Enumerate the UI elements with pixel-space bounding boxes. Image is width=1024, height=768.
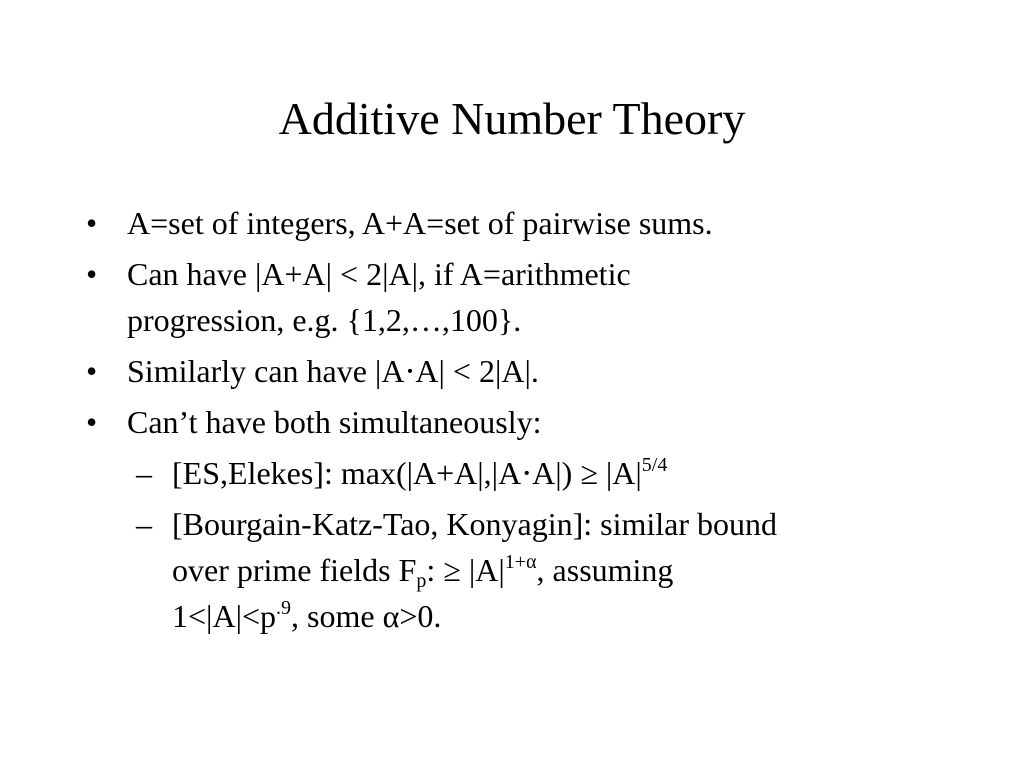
exponent: 5/4 bbox=[641, 454, 668, 476]
bullet-item bbox=[84, 200, 964, 246]
bullet-marker: • bbox=[86, 353, 98, 389]
sub-bullet-text-part: , assuming bbox=[536, 552, 674, 588]
exponent: .9 bbox=[276, 597, 292, 619]
sub-bullet-text-part: over prime fields F bbox=[172, 552, 417, 588]
bullet-text: A=set of integers, A+A=set of pairwise sums. bbox=[127, 205, 713, 241]
subscript: p bbox=[416, 570, 427, 592]
bullet-item bbox=[84, 251, 964, 343]
sub-bullet-text-part: : ≥ |A| bbox=[426, 552, 505, 588]
bullet-text-line: Can have |A+A| < 2|A|, if A=arithmetic bbox=[127, 256, 631, 292]
bullet-text: Similarly can have |A⋅A| < 2|A|. bbox=[127, 353, 539, 389]
sub-bullet-text-part: , some α>0. bbox=[291, 598, 442, 634]
slide-body bbox=[84, 200, 964, 644]
sub-bullet-text-line: [Bourgain-Katz-Tao, Konyagin]: similar bound bbox=[172, 506, 778, 542]
sub-bullet-text-part: 1<|A|<p bbox=[172, 598, 277, 634]
sub-bullet-item bbox=[84, 450, 964, 496]
slide-title: Additive Number Theory bbox=[278, 93, 746, 144]
sub-bullet-marker: – bbox=[136, 506, 152, 542]
sub-bullet-marker: – bbox=[136, 455, 152, 491]
bullet-marker: • bbox=[86, 404, 98, 440]
bullet-item bbox=[84, 399, 964, 445]
bullet-item bbox=[84, 348, 964, 394]
bullet-marker: • bbox=[86, 256, 98, 292]
sub-bullet-text: [ES,Elekes]: max(|A+A|,|A⋅A|) ≥ |A| bbox=[172, 455, 642, 491]
sub-bullet-item bbox=[84, 501, 964, 639]
bullet-text-line: progression, e.g. {1,2,…,100}. bbox=[127, 302, 522, 338]
exponent: 1+α bbox=[504, 551, 537, 573]
bullet-marker: • bbox=[86, 205, 98, 241]
bullet-text: Can’t have both simultaneously: bbox=[127, 404, 542, 440]
